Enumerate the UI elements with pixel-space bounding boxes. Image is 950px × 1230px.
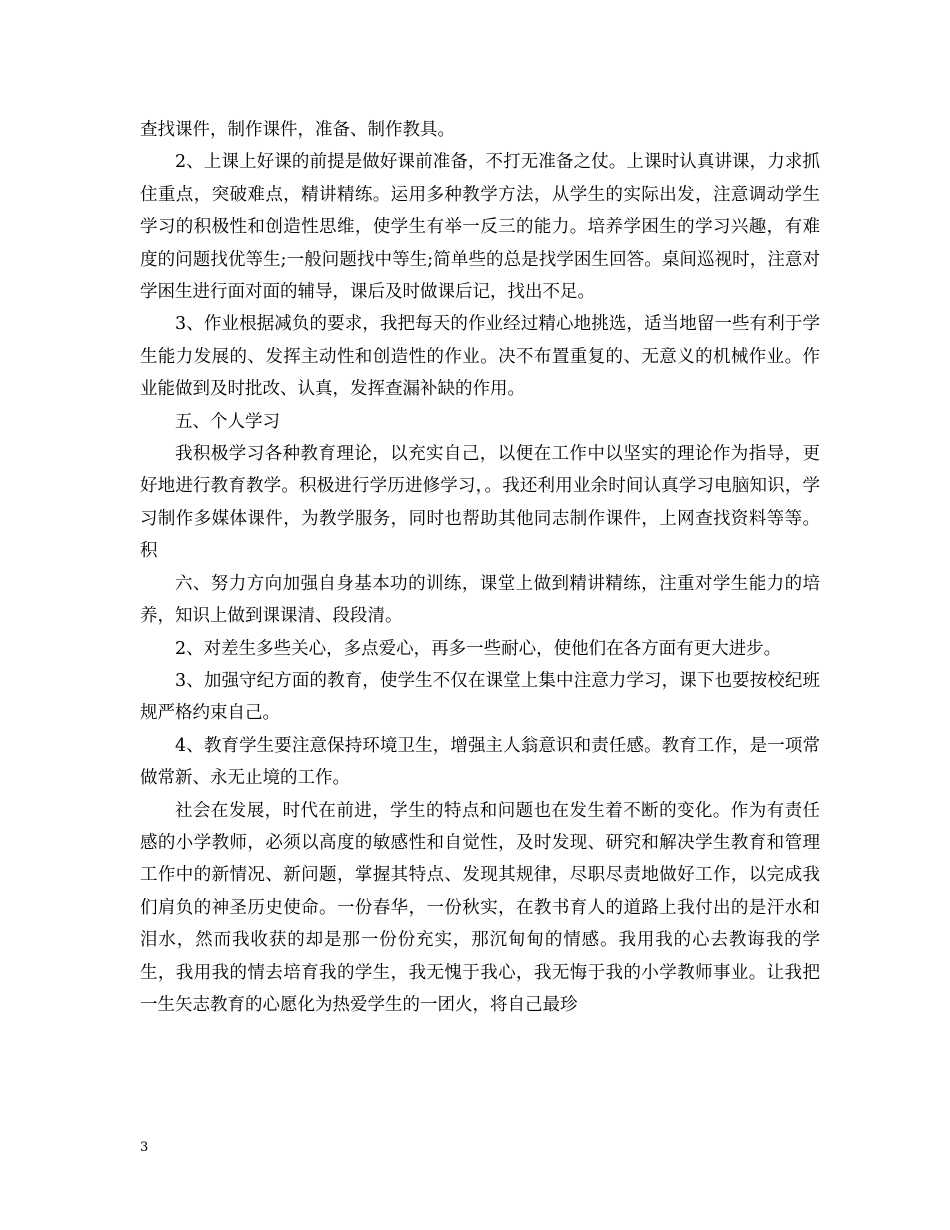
document-body — [140, 114, 820, 1021]
page-number: 3 — [140, 1140, 149, 1155]
paragraph-3: 3、作业根据减负的要求，我把每天的作业经过精心地挑选，适当地留一些有利于学生能力发展的、发挥主动性和创造性的作业。决不布置重复的、无意义的机械作业。作业能做到及时批改、认真，发挥查漏补缺的作用。 — [140, 314, 820, 400]
paragraph-2: 2、上课上好课的前提是做好课前准备，不打无准备之仗。上课时认真讲课，力求抓住重点，突破难点，精讲精练。运用多种教学方法，从学生的实际出发，注意调动学生学习的积极性和创造性思维，使学生有举一反三的能力。培养学困生的学习兴趣，有难度的问题找优等生;一般问题找中等生;简单些的总是找学困生回答。桌间巡视时，注意对学困生进行面对面的辅导，课后及时做课后记，找出不足。 — [140, 152, 820, 303]
paragraph-8: 3、加强守纪方面的教育，使学生不仅在课堂上集中注意力学习，课下也要按校纪班规严格约束自己。 — [140, 670, 820, 724]
paragraph-1: 查找课件，制作课件，准备、制作教具。 — [140, 120, 455, 140]
paragraph-5: 我积极学习各种教育理论，以充实自己，以便在工作中以坚实的理论作为指导，更好地进行教育教学。积极进行学历进修学习，。我还利用业余时间认真学习电脑知识，学习制作多媒体课件，为教学服务，同时也帮助其他同志制作课件，上网查找资料等等。积 — [140, 444, 820, 562]
paragraph-7: 2、对差生多些关心，多点爱心，再多一些耐心，使他们在各方面有更大进步。 — [175, 638, 782, 659]
section-heading-personal-study: 五、个人学习 — [175, 411, 280, 432]
paragraph-6: 六、努力方向加强自身基本功的训练，课堂上做到精讲精练，注重对学生能力的培养，知识上做到课课清、段段清。 — [140, 573, 820, 627]
paragraph-10: 社会在发展，时代在前进，学生的特点和问题也在发生着不断的变化。作为有责任感的小学教师，必须以高度的敏感性和自觉性，及时发现、研究和解决学生教育和管理工作中的新情况、新问题，掌握其特点、发现其规律，尽职尽责地做好工作，以完成我们肩负的神圣历史使命。一份春华，一份秋实，在教书育人的道路上我付出的是汗水和泪水，然而我收获的却是那一份份充实，那沉甸甸的情感。我用我的心去教诲我的学生，我用我的情去培育我的学生，我无愧于我心，我无悔于我的小学教师事业。让我把一生矢志教育的心愿化为热爱学生的一团火，将自己最珍 — [140, 800, 820, 1015]
paragraph-9: 4、教育学生要注意保持环境卫生，增强主人翁意识和责任感。教育工作，是一项常做常新、永无止境的工作。 — [140, 735, 820, 789]
